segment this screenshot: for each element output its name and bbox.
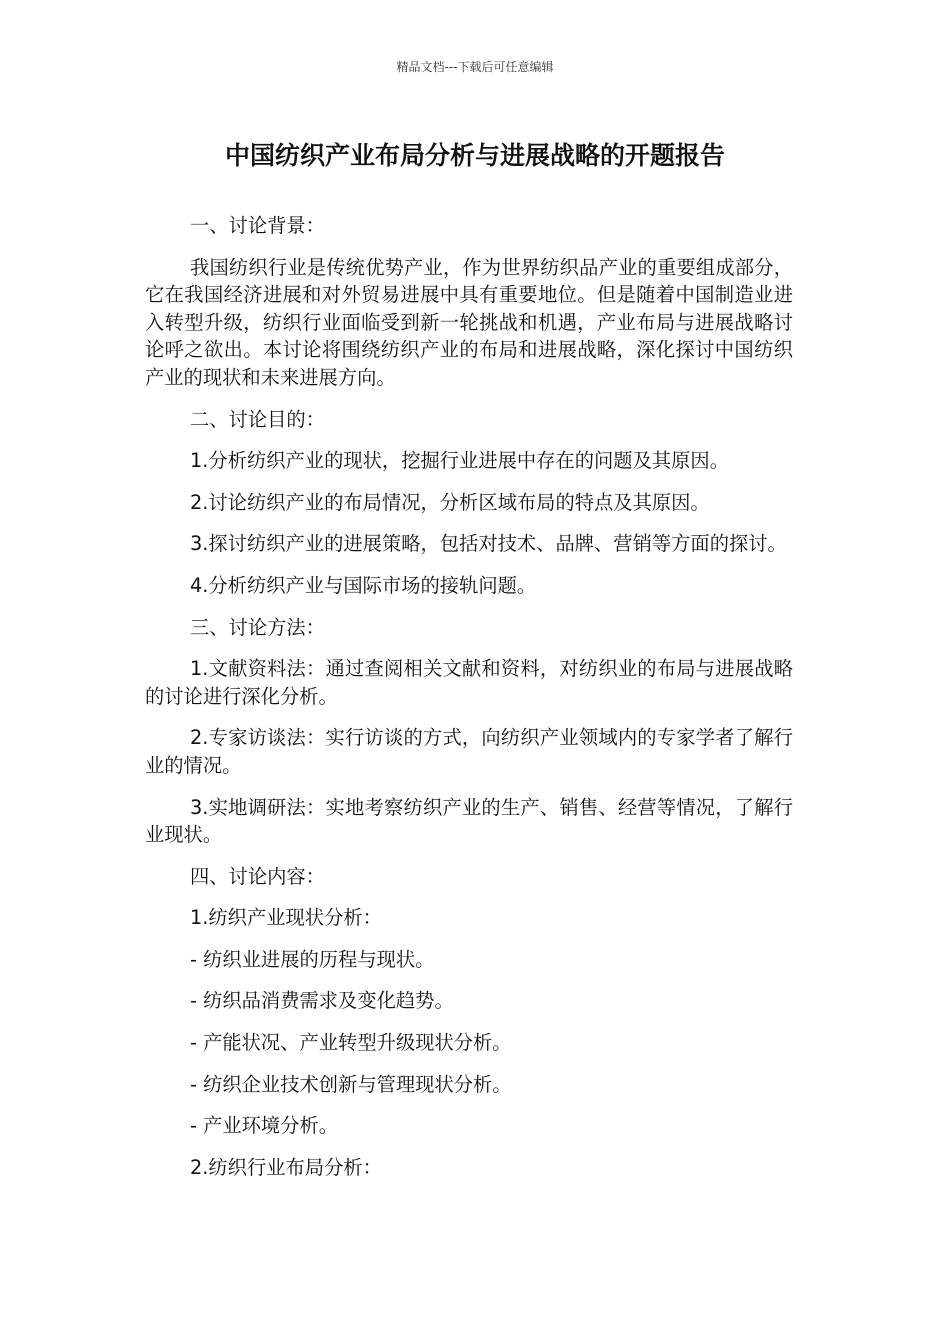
content-subheading-2: 2.纺织行业布局分析： bbox=[190, 1155, 382, 1179]
paragraph-background: 我国纺织行业是传统优势产业，作为世界纺织品产业的重要组成部分，它在我国经济进展和对外贸易进展中具有重要地位。但是随着中国制造业进入转型升级，纺织行业面临受到新一轮挑战和机遇，产业布局与进展战略讨论呼之欲出。本讨论将围绕纺织产业的布局和进展战略，深化探讨中国纺织产业的现状和未来进展方向。 bbox=[145, 255, 793, 389]
content-subheading-1: 1.纺织产业现状分析： bbox=[190, 906, 382, 930]
purpose-item-2: 2.讨论纺织产业的布局情况，分析区域布局的特点及其原因。 bbox=[190, 490, 710, 514]
content-bullet-5: - 产业环境分析。 bbox=[190, 1114, 339, 1138]
section-heading-background: 一、讨论背景： bbox=[190, 214, 325, 237]
method-item-2: 2.专家访谈法：实行访谈的方式，向纺织产业领域内的专家学者了解行业的情况。 bbox=[145, 726, 793, 777]
content-bullet-1: - 纺织业进展的历程与现状。 bbox=[190, 947, 435, 971]
content-bullet-2: - 纺织品消费需求及变化趋势。 bbox=[190, 989, 454, 1013]
document-title: 中国纺织产业布局分析与进展战略的开题报告 bbox=[224, 141, 725, 170]
purpose-item-1: 1.分析纺织产业的现状，挖掘行业进展中存在的问题及其原因。 bbox=[190, 449, 729, 473]
section-heading-purpose: 二、讨论目的： bbox=[190, 407, 325, 431]
section-heading-content: 四、讨论内容： bbox=[190, 864, 325, 888]
header-note: 精品文档---下载后可任意编辑 bbox=[396, 60, 554, 74]
section-heading-methods: 三、讨论方法： bbox=[190, 615, 325, 639]
content-bullet-3: - 产能状况、产业转型升级现状分析。 bbox=[190, 1031, 512, 1055]
method-item-3: 3.实地调研法：实地考察纺织产业的生产、销售、经营等情况，了解行业现状。 bbox=[145, 795, 793, 847]
content-bullet-4: - 纺织企业技术创新与管理现状分析。 bbox=[190, 1072, 512, 1096]
purpose-item-3: 3.探讨纺织产业的进展策略，包括对技术、品牌、营销等方面的探讨。 bbox=[190, 532, 787, 556]
document-body bbox=[145, 212, 793, 1195]
purpose-item-4: 4.分析纺织产业与国际市场的接轨问题。 bbox=[190, 573, 537, 597]
method-item-1: 1.文献资料法：通过查阅相关文献和资料，对纺织业的布局与进展战略的讨论进行深化分析。 bbox=[145, 657, 793, 708]
